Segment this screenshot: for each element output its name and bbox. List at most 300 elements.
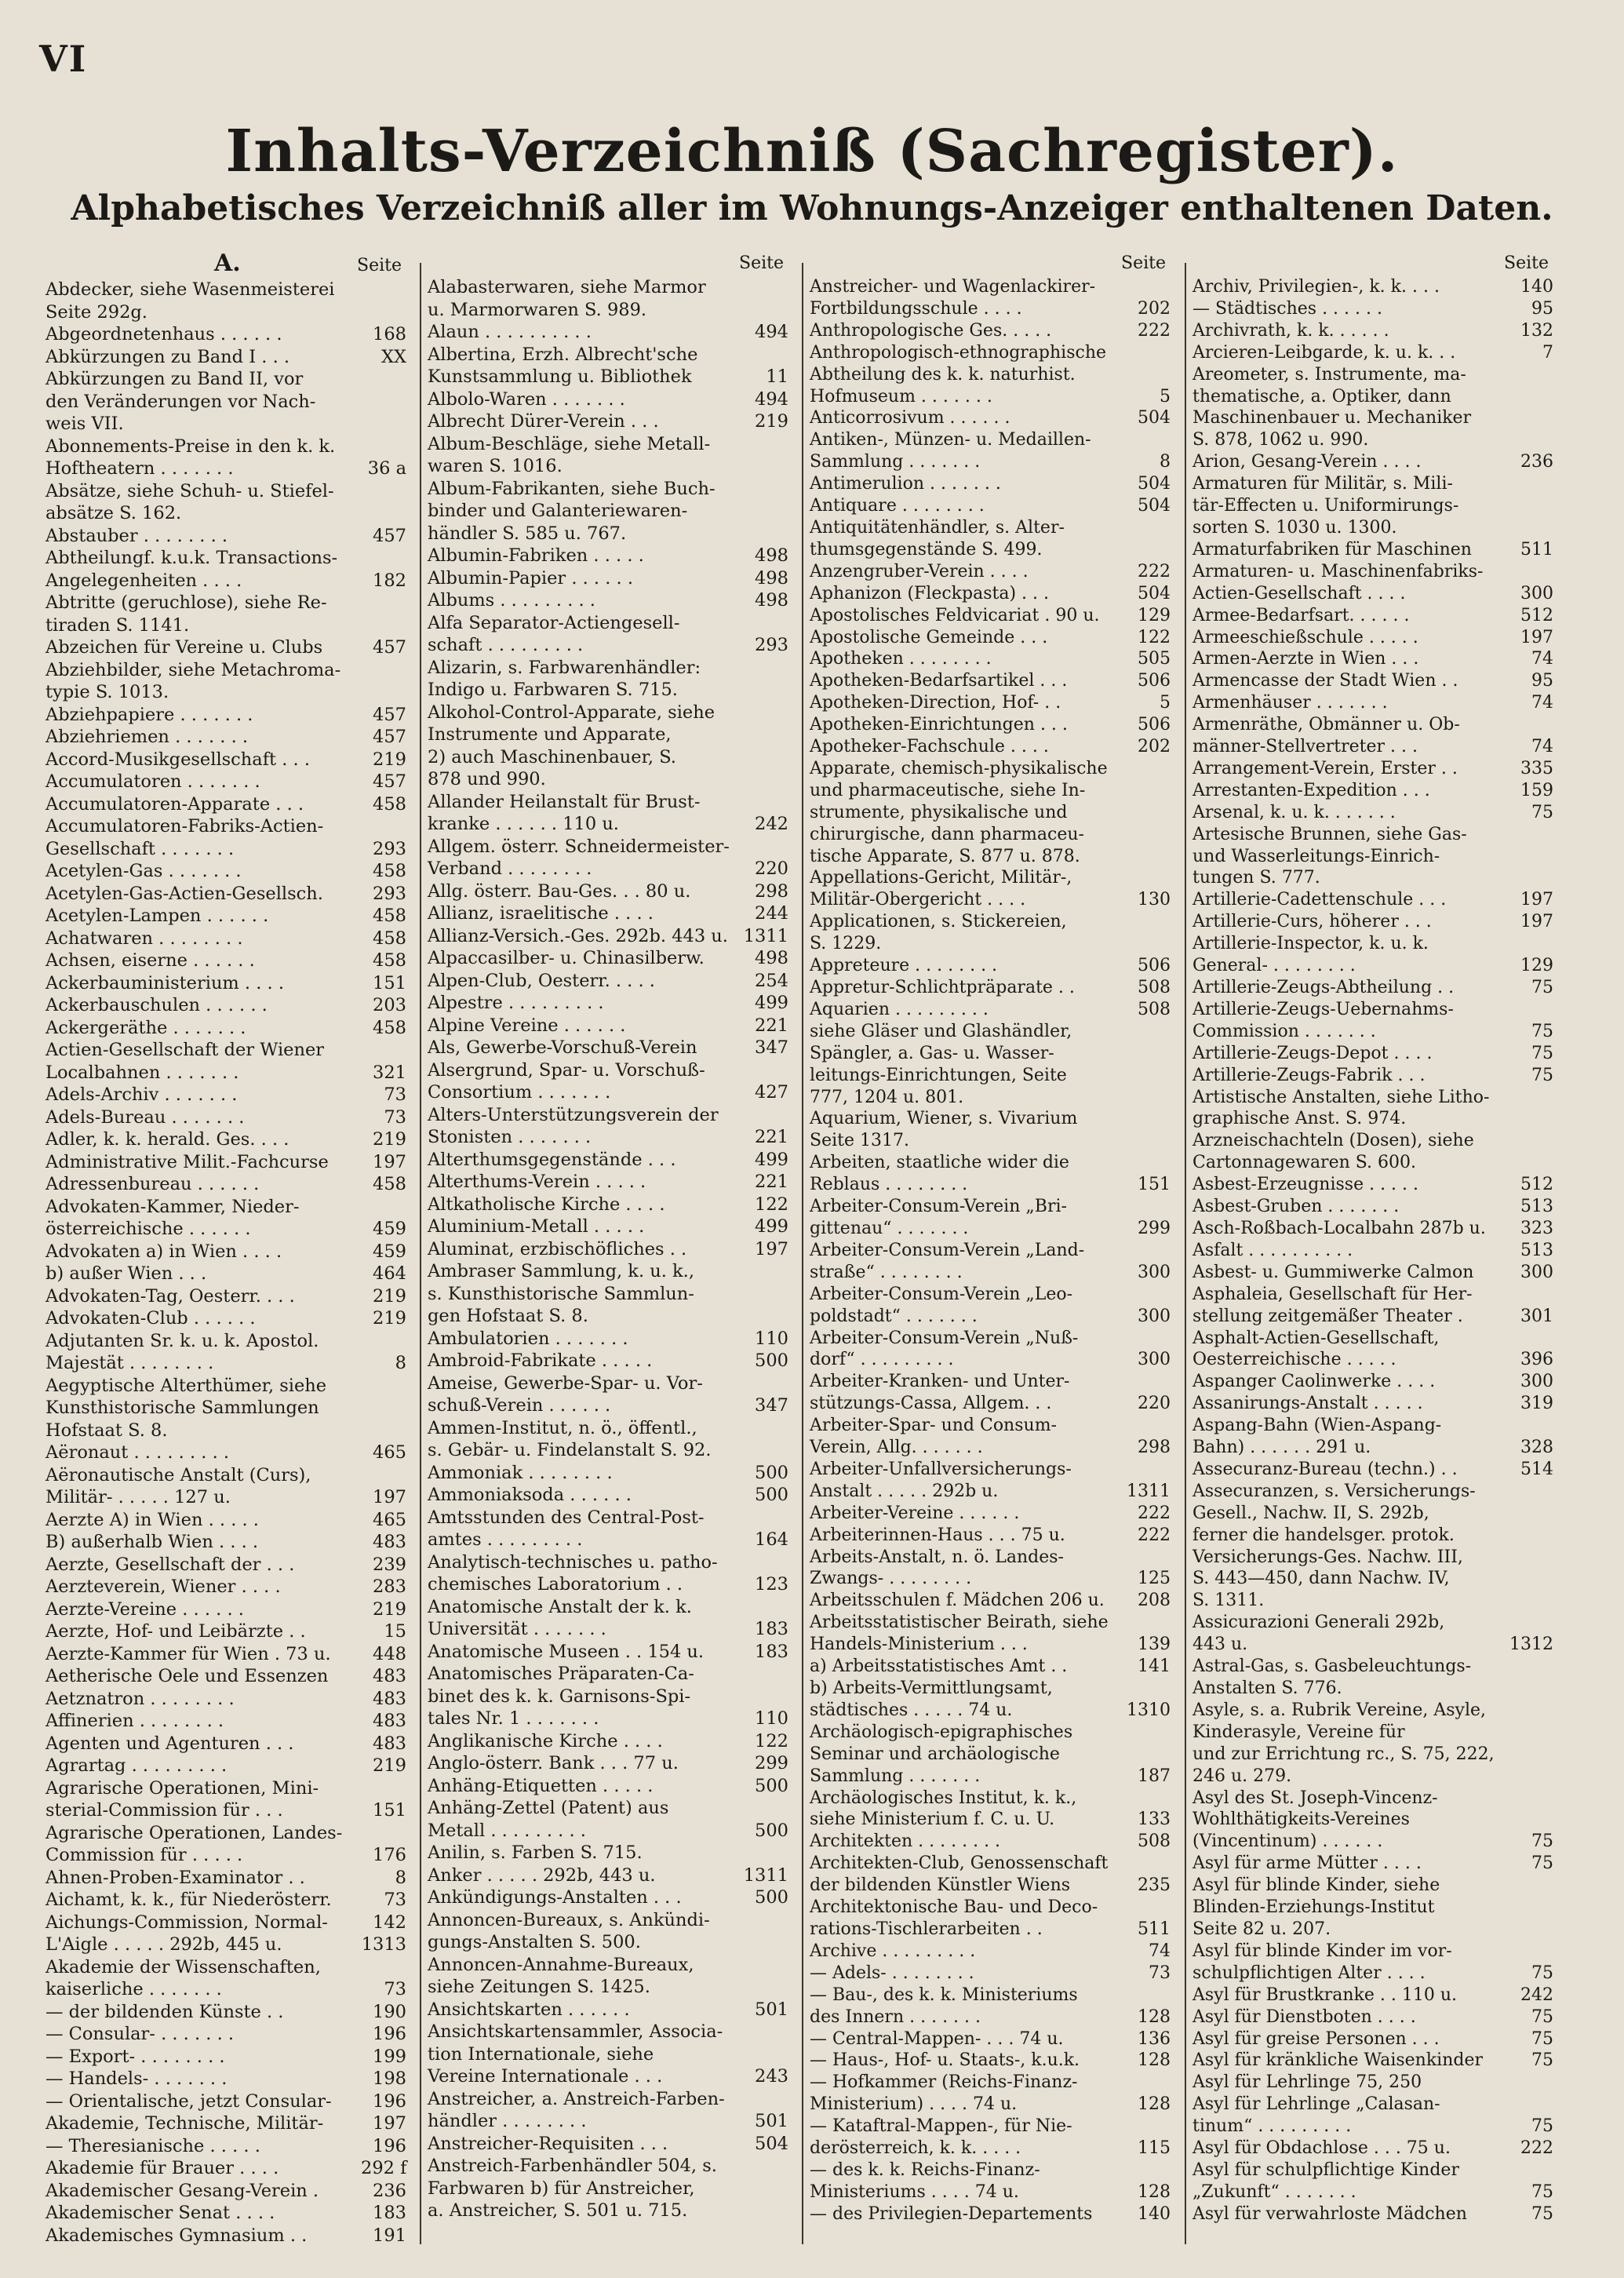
entry-page: 197 [373, 1487, 406, 1507]
entry-text: L'Aigle . . . . . 292b, 445 u. [46, 1934, 282, 1955]
index-entry [46, 1822, 406, 1867]
entry-text: Artesische Brunnen, siehe Gas- und Wasserleitungs-Einrich- tungen S. 777. [1193, 824, 1467, 888]
entry-text: Asphaleia, Gesellschaft für Her- stellung zeitgemäßer Theater . [1193, 1284, 1473, 1326]
entry-text: Abziehpapiere . . . . . . . [46, 704, 253, 725]
index-entry [1193, 1087, 1553, 1131]
entry-text: Agrarische Operationen, Landes- Commission für . . . . . [46, 1822, 343, 1865]
index-entry [428, 1149, 788, 1172]
entry-text: Annoncen-Bureaux, s. Ankündi- gungs-Anstalten S. 500. [428, 1909, 710, 1952]
entry-page: 293 [755, 635, 788, 655]
entry-text: — Theresianische . . . . . [46, 2135, 260, 2156]
entry-page: 151 [373, 972, 406, 993]
seite-label: Seite [1504, 253, 1549, 273]
index-entry [1193, 1700, 1553, 1788]
entry-page: 140 [1138, 2203, 1171, 2224]
entry-page: 128 [1138, 2006, 1171, 2027]
entry-page: 219 [755, 411, 788, 432]
entry-text: Anstreich-Farbenhändler 504, s. Farbwaren b) für Anstreicher, a. Anstreicher, S. 501 u. 715. [428, 2156, 717, 2221]
entry-list [810, 276, 1171, 2225]
index-entry [46, 659, 406, 704]
entry-page: 151 [1138, 1175, 1171, 1195]
entry-page: 1311 [743, 925, 788, 946]
entry-text: Allg. österr. Bau-Ges. . . 80 u. [428, 880, 691, 902]
entry-text: Apotheken-Einrichtungen . . . [810, 715, 1068, 735]
index-entry [46, 1173, 406, 1196]
entry-page: 222 [1520, 2138, 1553, 2159]
entry-page: 220 [1138, 1394, 1171, 1414]
entry-page: 239 [373, 1554, 406, 1575]
index-entry [46, 1554, 406, 1576]
entry-page: 129 [1138, 605, 1171, 625]
index-entry [46, 994, 406, 1017]
entry-text: Ansichtskarten . . . . . . [428, 1999, 630, 2020]
index-entry [46, 1375, 406, 1442]
index-entry [46, 1710, 406, 1733]
entry-text: Artillerie-Zeugs-Depot . . . . [1193, 1043, 1433, 1063]
entry-page: 208 [1138, 1591, 1171, 1611]
entry-text: — Städtisches . . . . . . [1193, 298, 1382, 319]
entry-text: Armencasse der Stadt Wien . . [1193, 671, 1458, 691]
entry-page: 133 [1138, 1810, 1171, 1830]
entry-page: 219 [373, 1129, 406, 1150]
entry-text: Apotheken-Direction, Hof- . . [810, 693, 1061, 713]
index-entry [1193, 2203, 1553, 2225]
entry-page: 498 [755, 948, 788, 968]
entry-page: 197 [373, 2113, 406, 2134]
entry-text: Advokaten-Club . . . . . . [46, 1308, 256, 1329]
entry-page: 219 [373, 1308, 406, 1329]
entry-text: Assecuranzen, s. Versicherungs- Gesell., Nachw. II, S. 292b, ferner die handelsger. protok. Versicherungs-Ges. Nachw. III, S. 443—450, dann Nachw. IV, S. 1311. [1193, 1481, 1476, 1611]
index-entry [810, 1525, 1171, 1547]
entry-text: Antiken-, Münzen- u. Medaillen- Sammlung . . . . . . . [810, 430, 1091, 472]
index-entry [810, 561, 1171, 583]
entry-text: Appreteure . . . . . . . . [810, 956, 998, 976]
entry-text: Absätze, siehe Schuh- u. Stiefel- absätze S. 162. [46, 480, 334, 523]
entry-page: 498 [755, 545, 788, 566]
entry-page: 508 [1138, 999, 1171, 1019]
index-entry [46, 1576, 406, 1598]
entry-text: Armenräthe, Obmänner u. Ob- männer-Stellvertreter . . . [1193, 715, 1460, 757]
index-entry [428, 2155, 788, 2222]
entry-page: 236 [1520, 452, 1553, 472]
entry-text: Accumulatoren-Fabriks-Actien- Gesellschaft . . . . . . . [46, 816, 324, 859]
index-entry [1193, 605, 1553, 627]
entry-page: 501 [755, 1999, 788, 2020]
index-entry [810, 692, 1171, 714]
index-entry [810, 1590, 1171, 1612]
entry-page: 176 [373, 1845, 406, 1865]
entry-text: Alizarin, s. Farbwarenhändler: Indigo u. Farbwaren S. 715. [428, 657, 701, 700]
entry-page: 196 [373, 2135, 406, 2156]
index-entry [428, 612, 788, 657]
index-entry [810, 867, 1171, 911]
entry-page: 8 [1160, 452, 1171, 472]
index-entry [1193, 561, 1553, 605]
index-entry [46, 1956, 406, 2001]
index-entry [428, 1752, 788, 1775]
entry-page: 465 [373, 1509, 406, 1530]
entry-text: Advokaten a) in Wien . . . . [46, 1241, 282, 1262]
entry-text: Aerzteverein, Wiener . . . . [46, 1576, 281, 1597]
entry-page: 220 [755, 858, 788, 879]
index-entry [428, 1171, 788, 1194]
index-entry [46, 704, 406, 727]
entry-text: Arbeiter-Consum-Verein „Land- straße“ . . . . . . . . [810, 1240, 1085, 1282]
entry-text: Annoncen-Annahme-Bureaux, siehe Zeitungen S. 1425. [428, 1954, 694, 1997]
entry-page: 199 [373, 2046, 406, 2067]
entry-page: 75 [1531, 2050, 1553, 2071]
entry-page: 506 [1138, 715, 1171, 735]
entry-text: — der bildenden Künste . . [46, 2001, 284, 2022]
entry-text: Arbeiter-Consum-Verein „Leo- poldstadt“ . . . . . . . [810, 1284, 1073, 1326]
index-entry [1193, 911, 1553, 933]
entry-page: 128 [1138, 2050, 1171, 2071]
entry-text: Archivrath, k. k. . . . . . [1193, 320, 1389, 341]
entry-text: Ahnen-Proben-Examinator . . [46, 1867, 305, 1888]
index-entry [46, 636, 406, 659]
index-entry [428, 1015, 788, 1037]
entry-text: Ankündigungs-Anstalten . . . [428, 1887, 682, 1908]
index-entry [46, 1128, 406, 1151]
entry-text: Achsen, eiserne . . . . . . [46, 950, 255, 971]
entry-text: Abgeordnetenhaus . . . . . . [46, 324, 282, 344]
entry-text: Alkohol-Control-Apparate, siehe Instrumente und Apparate, 2) auch Maschinenbauer, S. 878 und 990. [428, 702, 716, 789]
entry-text: Asch-Roßbach-Localbahn 287b u. [1193, 1218, 1486, 1238]
entry-text: Agrartag . . . . . . . . . [46, 1755, 228, 1776]
entry-text: Albertina, Erzh. Albrecht'sche Kunstsammlung u. Bibliothek [428, 344, 698, 387]
entry-page: 95 [1531, 298, 1553, 319]
entry-page: 500 [755, 1350, 788, 1371]
seite-label: Seite [1121, 253, 1166, 273]
entry-page: 499 [755, 1149, 788, 1170]
entry-text: b) Arbeits-Vermittlungsamt, städtisches . . . . . 74 u. [810, 1678, 1053, 1720]
entry-text: Aichungs-Commission, Normal- [46, 1912, 328, 1933]
entry-text: Abkürzungen zu Band II, vor den Veränderungen vor Nach- weis VII. [46, 369, 316, 434]
entry-page: 151 [373, 1800, 406, 1821]
entry-page: 483 [373, 1688, 406, 1709]
index-column-4 [1193, 251, 1553, 2225]
entry-page: 494 [755, 388, 788, 410]
entry-text: Abtheilungf. k.u.k. Transactions- Angelegenheiten . . . . [46, 548, 338, 591]
entry-text: Adressenbureau . . . . . . [46, 1174, 260, 1194]
entry-page: 299 [755, 1753, 788, 1773]
entry-page: 323 [1520, 1218, 1553, 1238]
entry-text: Allander Heilanstalt für Brust- kranke . . . . . . 110 u. [428, 791, 701, 834]
index-entry [1193, 1875, 1553, 1941]
entry-page: 222 [1138, 320, 1171, 341]
entry-text: — Orientalische, jetzt Consular- [46, 2090, 332, 2112]
index-entry [428, 1797, 788, 1842]
entry-text: Artillerie-Inspector, k. u. k. General- . . . . . . . . [1193, 934, 1429, 976]
entry-page: 75 [1531, 1963, 1553, 1983]
index-entry [46, 2068, 406, 2090]
entry-page: 513 [1520, 1240, 1553, 1260]
entry-text: Albumin-Papier . . . . . . [428, 567, 634, 589]
entry-text: Ackerbauministerium . . . . [46, 972, 284, 993]
entry-text: Aichamt, k. k., für Niederösterr. [46, 1890, 332, 1910]
index-entry [1193, 298, 1553, 320]
entry-page: 168 [373, 324, 406, 344]
index-entry [46, 815, 406, 860]
entry-text: Asyl für schulpflichtige Kinder „Zukunft“ . . . . . . . [1193, 2160, 1459, 2202]
index-entry [428, 902, 788, 925]
index-entry [428, 1260, 788, 1328]
entry-text: Armeeschießschule . . . . . [1193, 627, 1418, 647]
entry-page: 458 [373, 906, 406, 926]
index-entry [810, 627, 1171, 649]
index-entry [810, 605, 1171, 627]
entry-page: 191 [373, 2225, 406, 2246]
index-entry [810, 320, 1171, 342]
entry-text: Acetylen-Gas . . . . . . . [46, 861, 242, 881]
entry-text: Abdecker, siehe Wasenmeisterei Seite 292g. [46, 279, 335, 323]
entry-page: 183 [373, 2203, 406, 2223]
entry-page: 283 [373, 1576, 406, 1597]
entry-text: Apotheken-Bedarfsartikel . . . [810, 671, 1068, 691]
index-entry [1193, 627, 1553, 649]
entry-page: 347 [755, 1037, 788, 1058]
entry-text: Accumulatoren . . . . . . . [46, 771, 260, 792]
entry-text: Arbeiter-Vereine . . . . . . [810, 1503, 1020, 1523]
entry-text: Aluminium-Metall . . . . . [428, 1216, 645, 1237]
index-entry [428, 1775, 788, 1798]
entry-page: 221 [755, 1015, 788, 1036]
entry-text: Aëronautische Anstalt (Curs), Militär- . . . . . 127 u. [46, 1464, 311, 1507]
entry-text: Appellations-Gericht, Militär-, Militär-Obergericht . . . . [810, 868, 1072, 910]
index-entry [810, 2050, 1171, 2072]
entry-text: Aegyptische Alterthümer, siehe Kunsthistorische Sammlungen Hofstaat S. 8. [46, 1375, 327, 1441]
entry-text: Aerzte, Gesellschaft der . . . [46, 1554, 295, 1575]
entry-text: Akademie für Brauer . . . . [46, 2158, 279, 2178]
entry-text: Anglo-österr. Bank . . . 77 u. [428, 1753, 679, 1773]
index-entry [810, 276, 1171, 320]
entry-text: Arsenal, k. u. k. . . . . . . [1193, 802, 1396, 822]
entry-text: Arbeitsstatistischer Beirath, siehe Handels-Ministerium . . . [810, 1613, 1109, 1655]
index-entry [1193, 824, 1553, 890]
index-entry [1193, 1788, 1553, 1853]
entry-text: Antimerulion . . . . . . . [810, 474, 1001, 494]
entry-text: — Hofkammer (Reichs-Finanz- Ministerium) . . . . 74 u. [810, 2072, 1078, 2115]
entry-text: Arzneischachteln (Dosen), siehe Cartonnagewaren S. 600. [1193, 1131, 1474, 1173]
index-entry [428, 1328, 788, 1350]
entry-page: 132 [1520, 320, 1553, 341]
index-entry [46, 1620, 406, 1643]
entry-page: 499 [755, 993, 788, 1013]
entry-text: Ambroid-Fabrikate . . . . . [428, 1350, 653, 1371]
entry-page: 219 [373, 1285, 406, 1307]
index-entry [428, 1104, 788, 1149]
index-entry [46, 436, 406, 480]
column-divider [1185, 263, 1186, 2244]
entry-text: — des Privilegien-Departements [810, 2203, 1093, 2224]
entry-page: 508 [1138, 978, 1171, 997]
entry-page: 219 [373, 1755, 406, 1776]
index-entry [46, 1867, 406, 1890]
entry-page: 142 [373, 1912, 406, 1933]
index-entry [810, 517, 1171, 561]
index-entry [46, 2112, 406, 2135]
index-entry [46, 1598, 406, 1621]
index-entry [428, 1194, 788, 1216]
entry-text: Asyle, s. a. Rubrik Vereine, Asyle, Kinderasyle, Vereine für und zur Errichtung rc., S. 75, 222, 246 u. 279. [1193, 1700, 1495, 1786]
entry-text: Apparate, chemisch-physikalische und pharmaceutische, siehe In- strumente, physikalische und chirurgische, dann pharmaceu- tische Apparate, S. 877 u. 878. [810, 758, 1108, 866]
index-entry [1193, 670, 1553, 692]
index-entry [428, 1462, 788, 1485]
index-entry [428, 589, 788, 612]
index-entry [1193, 2072, 1553, 2094]
entry-page: 136 [1138, 2028, 1171, 2049]
index-entry [428, 1596, 788, 1641]
index-entry [810, 1897, 1171, 1941]
entry-text: — Export- . . . . . . . . [46, 2046, 225, 2067]
entry-page: 506 [1138, 956, 1171, 976]
entry-page: 73 [384, 1084, 406, 1105]
entry-text: Antiquare . . . . . . . . [810, 496, 985, 516]
index-entry [46, 1912, 406, 1934]
index-entry [428, 925, 788, 948]
entry-page: 458 [373, 928, 406, 949]
entry-text: Asyl des St. Joseph-Vincenz- Wohlthätigkeits-Vereines (Vincentinum) . . . . . . [1193, 1788, 1438, 1852]
index-entry [46, 2180, 406, 2203]
index-entry [428, 1417, 788, 1462]
entry-page: 242 [1520, 1985, 1553, 2005]
entry-page: 74 [1531, 693, 1553, 713]
index-entry [810, 758, 1171, 868]
entry-text: Arbeiter-Spar- und Consum- Verein, Allg. . . . . . . [810, 1416, 1057, 1458]
entry-text: Adels-Archiv . . . . . . . [46, 1084, 238, 1105]
entry-text: Archäologisches Institut, k. k., siehe Ministerium f. C. u. U. [810, 1788, 1077, 1830]
entry-text: Arion, Gesang-Verein . . . . [1193, 452, 1422, 472]
entry-page: 504 [1138, 474, 1171, 494]
index-entry [1193, 2028, 1553, 2050]
index-entry [1193, 1240, 1553, 1262]
entry-page: 396 [1520, 1350, 1553, 1370]
index-entry [810, 999, 1171, 1021]
index-entry [46, 2202, 406, 2225]
index-entry [1193, 1262, 1553, 1284]
index-entry [46, 972, 406, 995]
index-entry [46, 1934, 406, 1956]
entry-text: Akademischer Senat . . . . [46, 2203, 275, 2223]
entry-text: Armaturfabriken für Maschinen [1193, 539, 1472, 559]
entry-page: 75 [1531, 2028, 1553, 2049]
entry-page: 498 [755, 567, 788, 589]
entry-text: Akademie, Technische, Militär- [46, 2113, 324, 2134]
entry-text: Asfalt . . . . . . . . . . [1193, 1240, 1353, 1260]
entry-text: Anstreicher- und Wagenlackirer- Fortbildungsschule . . . . [810, 277, 1096, 319]
entry-page: 197 [1520, 627, 1553, 647]
entry-page: 504 [755, 2133, 788, 2154]
index-entry [428, 1886, 788, 1909]
index-entry [1193, 1853, 1553, 1875]
entry-text: Alfa Separator-Actiengesell- schaft . . . . . . . . . [428, 612, 680, 655]
entry-text: Ambulatorien . . . . . . . [428, 1328, 628, 1349]
entry-text: Arbeiten, staatliche wider die Reblaus . . . . . . . . [810, 1153, 1069, 1195]
entry-text: Anticorrosivum . . . . . . [810, 408, 1010, 428]
entry-page: 129 [1520, 956, 1553, 976]
index-entry [428, 947, 788, 970]
index-entry [810, 1284, 1171, 1328]
entry-page: 300 [1520, 1262, 1553, 1282]
entry-text: Aëronaut . . . . . . . . . [46, 1442, 230, 1463]
index-entry [1193, 1415, 1553, 1459]
entry-text: Aluminat, erzbischöfliches . . [428, 1238, 687, 1259]
entry-page: 504 [1138, 496, 1171, 516]
index-entry [1193, 802, 1553, 824]
entry-page: 130 [1138, 890, 1171, 910]
index-entry [810, 977, 1171, 999]
entry-text: — Kataftral-Mappen-, für Nie- derösterreich, k. k. . . . . [810, 2116, 1072, 2159]
entry-page: 75 [1531, 802, 1553, 822]
entry-text: Asphalt-Actien-Gesellschaft, Oesterreichische . . . . . [1193, 1328, 1440, 1370]
index-entry [46, 547, 406, 592]
entry-page: 244 [755, 903, 788, 924]
index-entry [46, 592, 406, 636]
entry-page: 457 [373, 727, 406, 747]
entry-text: Anatomische Anstalt der k. k. Universität . . . . . . . [428, 1596, 692, 1639]
entry-text: Aphanizon (Fleckpasta) . . . [810, 583, 1050, 603]
entry-text: Accumulatoren-Apparate . . . [46, 793, 304, 815]
entry-text: Artillerie-Zeugs-Abtheilung . . [1193, 978, 1455, 997]
entry-text: a) Arbeitsstatistisches Amt . . [810, 1657, 1068, 1677]
index-entry [1193, 276, 1553, 298]
entry-page: 511 [1520, 539, 1553, 559]
entry-text: — Adels- . . . . . . . . [810, 1963, 974, 1983]
entry-text: Analytisch-technisches u. patho- chemisches Laboratorium . . [428, 1551, 718, 1595]
entry-page: 319 [1520, 1394, 1553, 1414]
index-entry [1193, 320, 1553, 342]
index-entry [810, 473, 1171, 495]
entry-page: 5 [1160, 386, 1171, 406]
index-entry [428, 388, 788, 411]
entry-page: 187 [1138, 1766, 1171, 1786]
index-entry [46, 1442, 406, 1464]
entry-text: Asyl für Lehrlinge 75, 250 [1193, 2072, 1422, 2093]
index-entry [810, 2203, 1171, 2225]
entry-text: Aetherische Oele und Essenzen [46, 1666, 329, 1686]
entry-text: Agenten und Agenturen . . . [46, 1733, 294, 1754]
index-entry [810, 1678, 1171, 1722]
entry-page: 459 [373, 1241, 406, 1262]
entry-text: Ambraser Sammlung, k. u. k., s. Kunsthistorische Sammlun- gen Hofstaat S. 8. [428, 1261, 694, 1326]
entry-text: Aquarium, Wiener, s. Vivarium Seite 1317. [810, 1109, 1078, 1151]
index-entry [810, 1853, 1171, 1897]
index-entry [810, 1788, 1171, 1832]
index-entry [1193, 1196, 1553, 1218]
entry-page: 292 f [361, 2158, 407, 2178]
index-entry [428, 1551, 788, 1596]
entry-text: Akademie der Wissenschaften, kaiserliche . . . . . . . [46, 1956, 321, 1999]
index-entry [1193, 1612, 1553, 1656]
entry-page: 1313 [361, 1934, 406, 1955]
entry-text: Asbest-Gruben . . . . . . . [1193, 1197, 1400, 1217]
column-divider [802, 263, 803, 2244]
entry-text: Alpen-Club, Oesterr. . . . . [428, 970, 655, 991]
index-entry [1193, 758, 1553, 780]
entry-text: Acetylen-Lampen . . . . . . [46, 906, 269, 926]
index-entry [1193, 342, 1553, 364]
index-entry [428, 1216, 788, 1238]
index-entry [428, 1730, 788, 1753]
index-entry [810, 1240, 1171, 1284]
index-entry [46, 771, 406, 793]
index-entry [428, 1238, 788, 1261]
entry-text: Artistische Anstalten, siehe Litho- graphische Anst. S. 974. [1193, 1087, 1490, 1129]
index-entry [810, 342, 1171, 408]
index-entry [428, 1641, 788, 1664]
entry-page: 190 [373, 2001, 406, 2022]
index-entry [1193, 1065, 1553, 1087]
